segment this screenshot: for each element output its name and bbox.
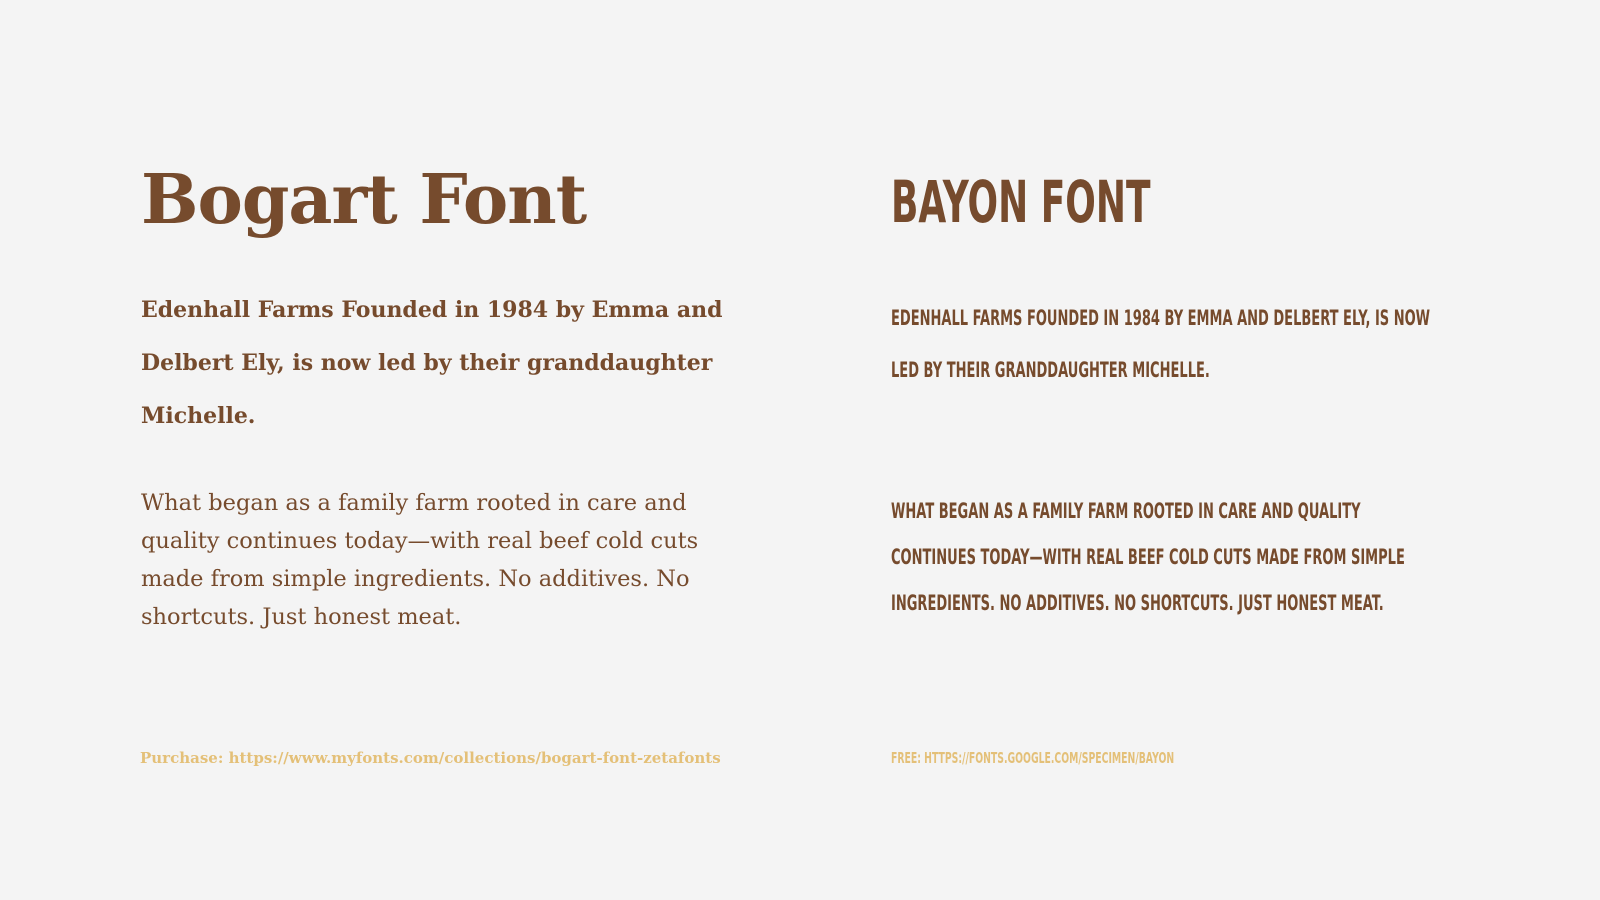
bayon-lead-paragraph: EDENHALL FARMS FOUNDED IN 1984 BY EMMA AND DELBERT ELY, IS NOW LED BY THEIR GRANDDAUGHTER MICHELLE. [891, 306, 1431, 382]
bayon-title: BAYON FONT [891, 168, 1151, 236]
bogart-body-paragraph: What began as a family farm rooted in care and quality continues today—with real beef cold cuts made from simple ingredients. No additives. No shortcuts. Just honest meat. [141, 490, 699, 630]
bayon-body-paragraph: WHAT BEGAN AS A FAMILY FARM ROOTED IN CARE AND QUALITY CONTINUES TODAY—WITH REAL BEEF COLD CUTS MADE FROM SIMPLE INGREDIENTS. NO ADDITIVES. NO SHORTCUTS. JUST HONEST MEAT. [891, 499, 1405, 615]
bogart-purchase-link[interactable]: Purchase: https://www.myfonts.com/collections/bogart-font-zetafonts [140, 749, 721, 767]
bogart-title: Bogart Font [141, 160, 587, 240]
bayon-free-link[interactable]: FREE: HTTPS://FONTS.GOOGLE.COM/SPECIMEN/BAYON [891, 749, 1175, 767]
bogart-lead-paragraph: Edenhall Farms Founded in 1984 by Emma and Delbert Ely, is now led by their granddaughter Michelle. [141, 297, 723, 429]
